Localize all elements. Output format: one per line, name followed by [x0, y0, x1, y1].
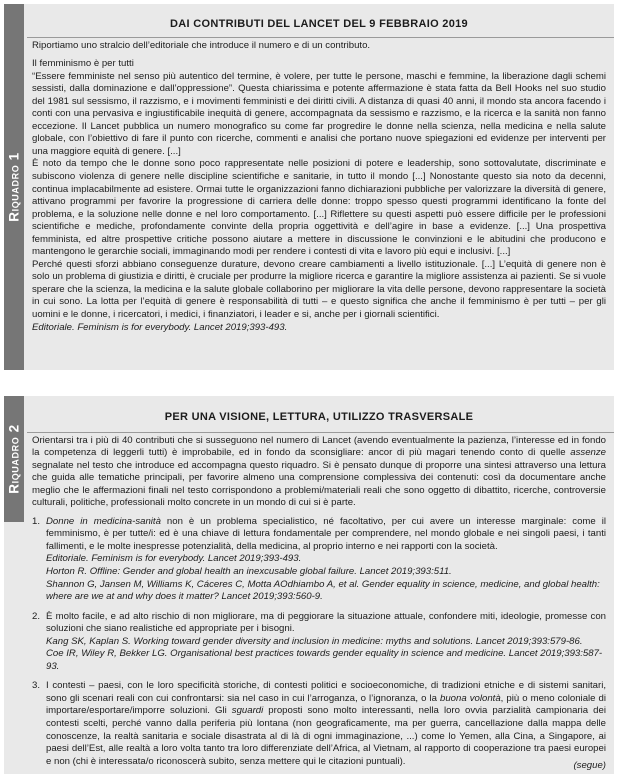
riquadro-1-paragraph-2: È noto da tempo che le donne sono poco rappresentate nelle posizioni di potere e leadership, sono sottovalutate, discriminate e subiscono violenza di genere nelle discipline scientifiche e sanitarie, in tutto il mondo [...] Nonostante questo sia noto da decenni, continua implacabilmente ad esistere. Ormai tutte le organizzazioni fanno dichiarazioni pubbliche per valorizzare la diversità di genere, attivano programmi per favorire la progressione di carriera delle donne: troppo spesso questi programmi identificano la fonte del problema, e la soluzione nelle donne e nel loro comportamento. [...] Riflettere su questi aspetti può essere difficile per le professioni scientifiche e mediche, profondamente convinte della propria oggettività e dell’agire in base a evidenze. [...] Una prospettiva femminista, ed altre prospettive critiche possono aiutare a mettere in discussione le convinzioni e le abitudini che producono e mantengono le gerarchie sociali, immaginando modi per rendere i contesti di vita e lavoro più equi e inclusivi. [...] [32, 158, 606, 258]
riquadro-1-paragraph-3: Perché questi sforzi abbiano conseguenze durature, devono creare cambiamenti a livello istituzionale. [...] L’equità di genere non è solo un problema di giustizia e diritti, è cruciale per produrre la migliore ricerca e garantire la migliore assistenza ai pazienti. Se si vuole sperare che la scienza, la medicina e la salute globale collaborino per migliorare la vita delle persone, devono rappresentare la società in cui sono. La lotta per l’equità di genere è responsabilità di tutti – e questo significa che anche il femminismo è per tutti – per gli uomini e le donne, i ricercatori, i medici, i finanziatori, i leader e si, anche per i giornali scientifici. [32, 258, 606, 321]
riquadro-2-list [32, 516, 606, 768]
riquadro-2-intro: Orientarsi tra i più di 40 contributi che si susseguono nel numero di Lancet (avendo eventualmente la pazienza, l’interesse ed in fondo la competenza di leggerli tutti) è improbabile, ed in fondo da sconsigliare: ancor di più magari tenendo conto di quelle assenze segnalate nel testo che introduce ed accompagna questo riquadro. Si è pensato dunque di proporre una sintesi attraverso una lettura che guida alle tematiche principali, per favorire almeno una comprensione complessiva dei contenuti: così da documentare anche meglio che le affermazioni finali nel testo corrispondono a problemi/materiali reali che sono oggetto di dibattito, ricerche, controversie culturali, politiche, professionali molto concrete in un mondo di cui si è parte. [32, 434, 606, 509]
reference: Horton R. Offline: Gender and global health an inexcusable global failure. Lancet 2019;393:511. [46, 566, 452, 578]
reference: Coe IR, Wiley R, Bekker LG. Organisational best practices towards gender equality in science and medicine. Lancet 2019;393:587- 93. [46, 648, 603, 672]
reference: Shannon G, Jansen M, Williams K, Cáceres C, Motta AOdhiambo A, et al. Gender equality in science, medicine, and global health: where are we at and why does it matter? Lancet 2019;393:560-9. [46, 578, 600, 603]
list-item-text: È molto facile, e ad alto rischio di non migliorare, ma di peggiorare la situazione attuale, confondere miti, ideologie, promesse con soluzioni che siano realistiche ed appropriate per i bisogni. [46, 610, 606, 635]
reference: Editoriale. Feminism is for everybody. Lancet 2019;393-493. [46, 553, 302, 565]
list-item-number: 3. [32, 680, 41, 692]
riquadro-2-tab-label: Riquadro 2 [6, 424, 22, 494]
riquadro-1-box [4, 4, 614, 370]
list-item-number: 2. [32, 610, 41, 622]
riquadro-2-tab [4, 396, 24, 522]
list-item-2 [32, 611, 606, 674]
riquadro-1-intro: Riportiamo uno stralcio dell’editoriale che introduce il numero e di un contributo. [32, 39, 371, 51]
reference: Kang SK, Kaplan S. Working toward gender diversity and inclusion in medicine: myths and solutions. Lancet 2019;393:579-86. [46, 635, 583, 647]
riquadro-1-title: DAI CONTRIBUTI DEL LANCET DEL 9 FEBBRAIO 2019 [170, 18, 468, 30]
riquadro-1-source: Editoriale. Feminism is for everybody. Lancet 2019;393-493. [32, 321, 288, 333]
riquadro-2-box [4, 396, 614, 774]
intro-emphasis: assenze [570, 447, 606, 459]
riquadro-1-tab-label: Riquadro 1 [6, 152, 22, 222]
riquadro-1-paragraph-1: “Essere femministe nel senso più autentico del termine, è volere, per tutte le persone, maschi e femmine, la liberazione dagli schemi sessisti, dalla dominazione e dall’oppressione”. Questa chiarissima e potente affermazione è stata fatta da Bell Hooks nel suo studio del 1981 sul sessismo, il razzismo, e i movimenti femministi e dei diritti civili. A distanza di quasi 40 anni, il mondo sta ancora facendo i conti con una pervasiva e ingiustificabile inequità di genere, accompagnata da sessismo e razzismo, e la ricerca e la sanità non fanno eccezione. Il Lancet pubblica un numero monografico su come far progredire le donne nella scienza, nella medicina e nella salute globale, con l’obiettivo di fare il punto con ricerche, commenti e analisi che portano nuove spiegazioni ed evidenze per interventi per una maggiore equità di genere. [...] [32, 70, 606, 157]
riquadro-1-subhead: Il femminismo è per tutti [32, 58, 134, 70]
list-item-1 [32, 516, 606, 604]
list-item-3 [32, 680, 606, 768]
list-item-text: I contesti – paesi, con le loro specificità storiche, di contesti politici e socioeconomiche, di tradizioni etniche e di sistemi sanitari, sono gli scenari reali con cui confrontarsi: sia nel caso in cui l’arroganza, o l’ignoranza, o la buona volontà, più o meno coloniale di importare/esportare/imporre soluzioni. Gli sguardi proposti sono molto interessanti, nella loro ovvia parzialità campionaria dei contesti scelti, perché vanno dalla periferia più lontana (non geograficamente, ma per guerra, cancellazione dalla mappa delle conoscenze, la realtà sanitaria e sociale disastrata al di là di ogni immaginazione, ...) come lo Yemen, alla Cina, a Singapore, ai paesi dell’Est, alle realtà a loro volta tanto tra loro differenziate dell’Africa, al Vietnam, al rapporto di cooperazione tra paesi europei e non (chi è interessata/o riconoscerà subito, senza mettere qui le citazioni puntuali). [46, 680, 606, 767]
list-item-text: non è un problema specialistico, né facoltativo, per cui avere un interesse marginale: come il femminismo, è per tutte/i: ed è una chiave di lettura fondamentale per comprendere, nel mondo globale e nei singoli paesi, i tanti fallimenti, e le molte inespresse potenzialità, della medicina, al proprio interno e nei rapporti con la società. [46, 515, 606, 552]
list-item-number: 1. [32, 515, 41, 527]
continued-label: (segue) [573, 760, 606, 771]
riquadro-1-tab [4, 4, 24, 370]
riquadro-2-title: PER UNA VISIONE, LETTURA, UTILIZZO TRASVERSALE [164, 411, 474, 423]
list-item-lead: Donne in medicina-sanità [46, 515, 161, 527]
